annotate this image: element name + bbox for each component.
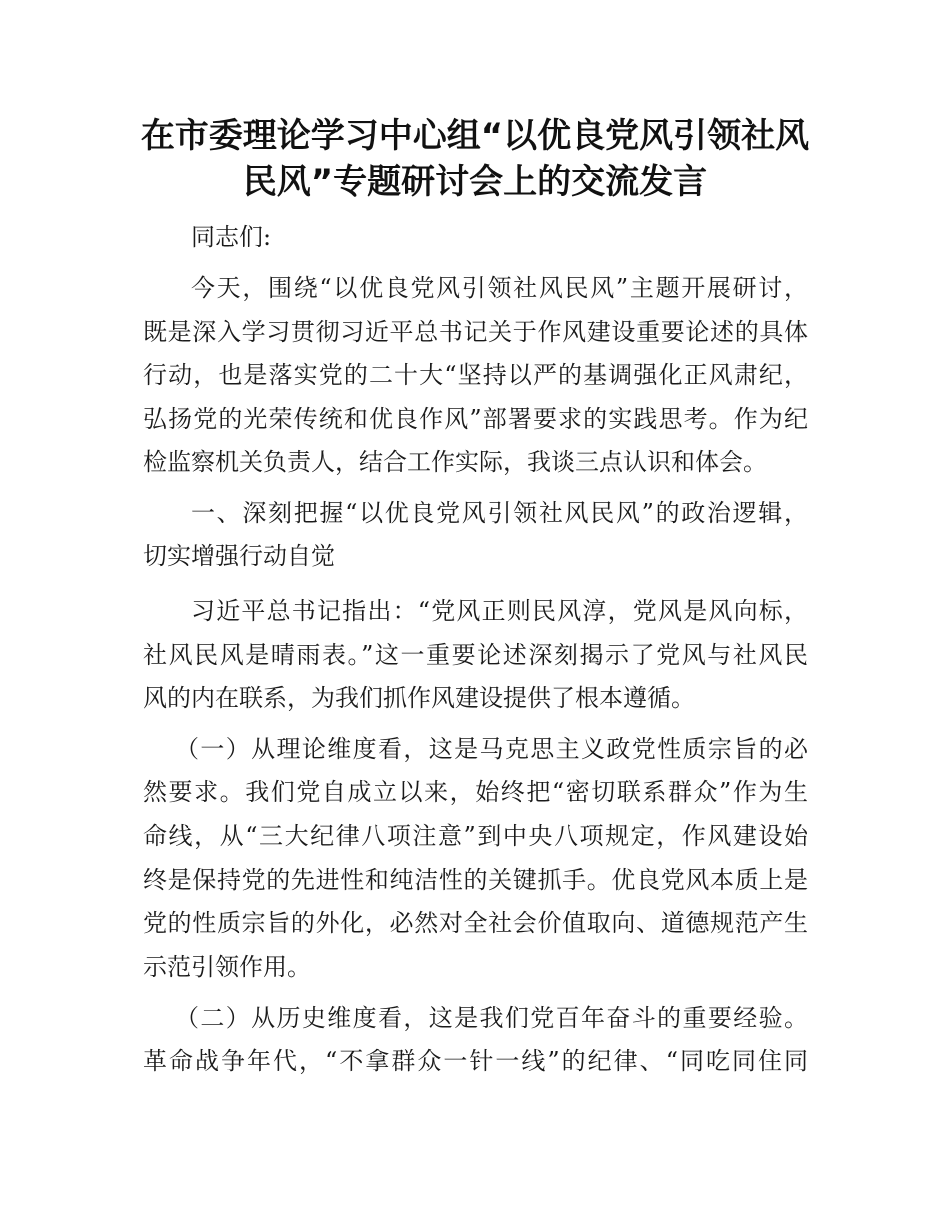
point-one-line: 示范引领作用。 [143,953,311,981]
point-one-line: （一）从理论维度看，这是马克思主义政党性质宗旨的必 [175,735,808,763]
intro-line: 既是深入学习贯彻习近平总书记关于作风建设重要论述的具体 [143,318,808,346]
point-two-line: （二）从历史维度看，这是我们党百年奋斗的重要经验。 [175,1004,808,1032]
intro-line: 检监察机关负责人，结合工作实际，我谈三点认识和体会。 [143,448,767,476]
quote-line: 社风民风是晴雨表。”这一重要论述深刻揭示了党风与社风民 [143,641,808,669]
salutation: 同志们: [191,223,272,251]
document-title-line-1: 在市委理论学习中心组“以优良党风引领社风 [140,116,810,156]
section-heading-line: 切实增强行动自觉 [143,542,335,570]
intro-line: 今天，围绕“以优良党风引领社风民风”主题开展研讨， [191,274,808,302]
intro-line: 行动，也是落实党的二十大“坚持以严的基调强化正风肃纪， [143,361,808,389]
point-two-line: 革命战争年代，“不拿群众一针一线”的纪律、“同吃同住同 [143,1047,808,1075]
point-one-line: 终是保持党的先进性和纯洁性的关键抓手。优良党风本质上是 [143,866,808,894]
section-heading-line: 一、深刻把握“以优良党风引领社风民风”的政治逻辑， [191,499,808,527]
quote-line: 习近平总书记指出：“党风正则民风淳，党风是风向标， [191,597,808,625]
point-one-line: 党的性质宗旨的外化，必然对全社会价值取向、道德规范产生 [143,909,808,937]
intro-line: 弘扬党的光荣传统和优良作风”部署要求的实践思考。作为纪 [143,405,808,433]
point-one-line: 命线，从“三大纪律八项注意”到中央八项规定，作风建设始 [143,822,808,850]
document-title-line-2: 民风”专题研讨会上的交流发言 [242,162,708,202]
point-one-line: 然要求。我们党自成立以来，始终把“密切联系群众”作为生 [143,778,808,806]
quote-line: 风的内在联系，为我们抓作风建设提供了根本遵循。 [143,684,695,712]
